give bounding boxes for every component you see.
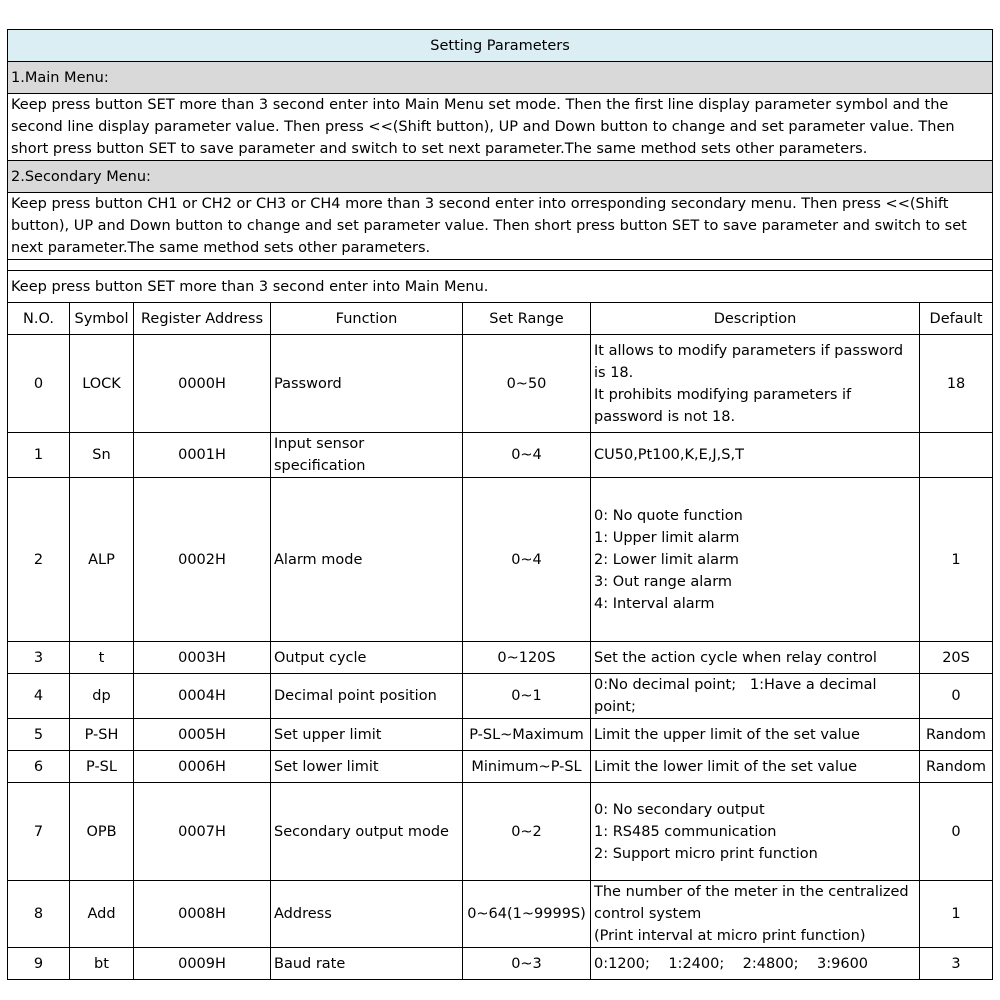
cell-range: 0~4 bbox=[463, 433, 591, 478]
cell-function: Password bbox=[271, 335, 463, 433]
cell-range: 0~3 bbox=[463, 948, 591, 980]
cell-address: 0008H bbox=[134, 881, 271, 948]
cell-default: Random bbox=[920, 719, 993, 751]
table-row bbox=[8, 433, 993, 478]
cell-address: 0005H bbox=[134, 719, 271, 751]
cell-range: Minimum~P-SL bbox=[463, 751, 591, 783]
section-text-row bbox=[8, 94, 993, 161]
cell-address: 0007H bbox=[134, 783, 271, 881]
table-row bbox=[8, 751, 993, 783]
description-line: It prohibits modifying parameters if password is not 18. bbox=[594, 386, 856, 425]
table-row bbox=[8, 719, 993, 751]
cell-address: 0000H bbox=[134, 335, 271, 433]
cell-no: 9 bbox=[8, 948, 70, 980]
description-line: 0: No quote function bbox=[594, 507, 743, 524]
intro-text: Keep press button SET more than 3 second enter into Main Menu. bbox=[8, 271, 993, 303]
cell-address: 0001H bbox=[134, 433, 271, 478]
description-line: 3: Out range alarm bbox=[594, 573, 733, 590]
cell-function: Decimal point position bbox=[271, 674, 463, 719]
cell-range: 0~64(1~9999S) bbox=[463, 881, 591, 948]
cell-symbol: bt bbox=[70, 948, 134, 980]
cell-symbol: OPB bbox=[70, 783, 134, 881]
cell-symbol: P-SL bbox=[70, 751, 134, 783]
cell-address: 0009H bbox=[134, 948, 271, 980]
intro-row bbox=[8, 271, 993, 303]
description-line: The number of the meter in the centralized control system bbox=[594, 884, 914, 922]
cell-default: 1 bbox=[920, 881, 993, 948]
column-header-symbol: Symbol bbox=[70, 303, 134, 335]
table-row bbox=[8, 642, 993, 674]
header-row bbox=[8, 303, 993, 335]
cell-address: 0006H bbox=[134, 751, 271, 783]
description-line: Limit the upper limit of the set value bbox=[594, 726, 860, 743]
column-header-default: Default bbox=[920, 303, 993, 335]
cell-function: Baud rate bbox=[271, 948, 463, 980]
column-header-description: Description bbox=[591, 303, 920, 335]
cell-default: 20S bbox=[920, 642, 993, 674]
cell-range: P-SL~Maximum bbox=[463, 719, 591, 751]
description-line: 1: Upper limit alarm bbox=[594, 529, 740, 546]
cell-function: Address bbox=[271, 881, 463, 948]
cell-default: 0 bbox=[920, 783, 993, 881]
cell-no: 2 bbox=[8, 478, 70, 642]
cell-description bbox=[591, 478, 920, 642]
cell-function: Input sensor specification bbox=[271, 433, 463, 478]
cell-function: Set upper limit bbox=[271, 719, 463, 751]
main-menu-text: Keep press button SET more than 3 second enter into Main Menu set mode. Then the first line display parameter symbol and the second line display parameter value. Then press <<(Shift button), UP and Down button to change and set parameter value. Then short press button SET to save parameter and switch to set next parameter.The same method sets other parameters. bbox=[8, 94, 993, 161]
section-heading-row bbox=[8, 161, 993, 193]
cell-default: 1 bbox=[920, 478, 993, 642]
cell-function: Set lower limit bbox=[271, 751, 463, 783]
cell-no: 0 bbox=[8, 335, 70, 433]
column-header-address: Register Address bbox=[134, 303, 271, 335]
description-line: (Print interval at micro print function) bbox=[594, 928, 866, 944]
cell-symbol: P-SH bbox=[70, 719, 134, 751]
cell-description bbox=[591, 642, 920, 674]
cell-description bbox=[591, 674, 920, 719]
cell-description bbox=[591, 433, 920, 478]
cell-symbol: dp bbox=[70, 674, 134, 719]
spacer-row bbox=[8, 260, 993, 271]
cell-symbol: Sn bbox=[70, 433, 134, 478]
secondary-menu-heading: 2.Secondary Menu: bbox=[8, 161, 993, 193]
section-heading-row bbox=[8, 62, 993, 94]
description-line: 2: Lower limit alarm bbox=[594, 551, 739, 568]
cell-range: 0~1 bbox=[463, 674, 591, 719]
secondary-menu-text: Keep press button CH1 or CH2 or CH3 or CH4 more than 3 second enter into orresponding secondary menu. Then press <<(Shift button), UP and Down button to change and set parameter value. Then short press button SET to save parameter and switch to set next parameter.The same method sets other parameters. bbox=[8, 193, 993, 260]
cell-function: Alarm mode bbox=[271, 478, 463, 642]
main-menu-heading: 1.Main Menu: bbox=[8, 62, 993, 94]
cell-symbol: LOCK bbox=[70, 335, 134, 433]
cell-address: 0002H bbox=[134, 478, 271, 642]
title-row bbox=[8, 30, 993, 62]
section-text-row bbox=[8, 193, 993, 260]
cell-no: 7 bbox=[8, 783, 70, 881]
cell-description bbox=[591, 751, 920, 783]
cell-description bbox=[591, 783, 920, 881]
table-row bbox=[8, 335, 993, 433]
table-row bbox=[8, 948, 993, 980]
cell-range: 0~50 bbox=[463, 335, 591, 433]
cell-default: 3 bbox=[920, 948, 993, 980]
cell-no: 6 bbox=[8, 751, 70, 783]
parameter-table bbox=[7, 29, 993, 980]
table-row bbox=[8, 783, 993, 881]
table-row bbox=[8, 881, 993, 948]
cell-function: Output cycle bbox=[271, 642, 463, 674]
cell-symbol: ALP bbox=[70, 478, 134, 642]
cell-default: 18 bbox=[920, 335, 993, 433]
cell-no: 1 bbox=[8, 433, 70, 478]
description-line: 2: Support micro print function bbox=[594, 845, 818, 862]
cell-range: 0~120S bbox=[463, 642, 591, 674]
cell-no: 3 bbox=[8, 642, 70, 674]
description-line: Set the action cycle when relay control bbox=[594, 649, 877, 666]
column-header-no: N.O. bbox=[8, 303, 70, 335]
description-line: 0: No secondary output bbox=[594, 801, 765, 818]
column-header-range: Set Range bbox=[463, 303, 591, 335]
cell-range: 0~4 bbox=[463, 478, 591, 642]
cell-address: 0003H bbox=[134, 642, 271, 674]
column-header-function: Function bbox=[271, 303, 463, 335]
cell-description bbox=[591, 948, 920, 980]
description-line: It allows to modify parameters if password is 18. bbox=[594, 342, 908, 381]
description-line: 1: RS485 communication bbox=[594, 823, 777, 840]
table-title: Setting Parameters bbox=[8, 30, 993, 62]
description-line: 0:No decimal point; 1:Have a decimal point; bbox=[594, 677, 882, 715]
cell-symbol: Add bbox=[70, 881, 134, 948]
empty-cell bbox=[8, 260, 993, 271]
cell-default: Random bbox=[920, 751, 993, 783]
cell-description bbox=[591, 335, 920, 433]
cell-function: Secondary output mode bbox=[271, 783, 463, 881]
description-line: 4: Interval alarm bbox=[594, 595, 715, 612]
description-line: 0:1200; 1:2400; 2:4800; 3:9600 bbox=[594, 955, 869, 972]
description-line: Limit the lower limit of the set value bbox=[594, 758, 858, 775]
table-row bbox=[8, 478, 993, 642]
cell-no: 8 bbox=[8, 881, 70, 948]
cell-default bbox=[920, 433, 993, 478]
cell-default: 0 bbox=[920, 674, 993, 719]
cell-no: 5 bbox=[8, 719, 70, 751]
cell-description bbox=[591, 881, 920, 948]
cell-description bbox=[591, 719, 920, 751]
cell-no: 4 bbox=[8, 674, 70, 719]
cell-range: 0~2 bbox=[463, 783, 591, 881]
cell-address: 0004H bbox=[134, 674, 271, 719]
table-row bbox=[8, 674, 993, 719]
description-line: CU50,Pt100,K,E,J,S,T bbox=[594, 447, 744, 463]
cell-symbol: t bbox=[70, 642, 134, 674]
